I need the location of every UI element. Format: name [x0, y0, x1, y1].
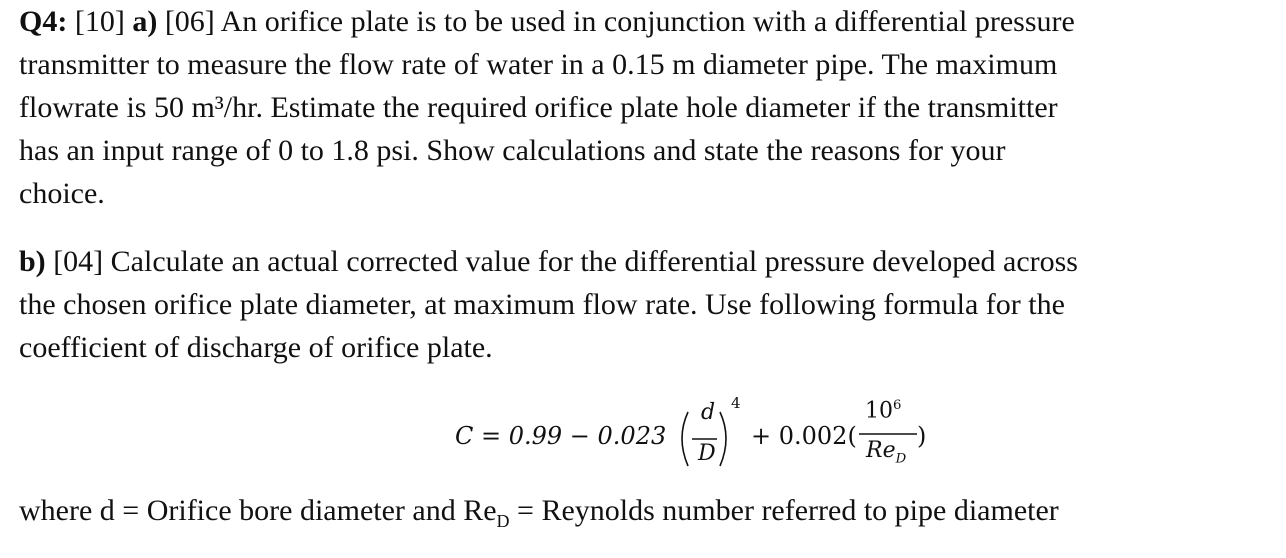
eq-exponent: 4: [731, 394, 741, 412]
part-a-line-3: flowrate is 50 m³/hr. Estimate the required orifice plate hole diameter if the transmitter: [19, 91, 1058, 124]
part-b-line-3: coefficient of discharge of orifice plate.: [19, 331, 493, 364]
eq-fraction-bar: [859, 432, 919, 436]
eq-numerator: $10^6$: [865, 398, 902, 424]
question-part-a: [19, 0, 1274, 215]
question-number: Q4:: [19, 5, 68, 38]
variable-definitions: where d = Orifice bore diameter and $Re_D$ = Reynolds number referred to pipe diameter: [19, 494, 1059, 531]
eq-denominator: $Re_D$: [866, 438, 907, 467]
part-a-line-1: Q4: [10] a) [06] An orifice plate is to be used in conjunction with a differential pressure: [19, 5, 1075, 38]
part-a-line-5: choice.: [19, 177, 105, 210]
eq-d: d: [701, 400, 716, 425]
eq-plus-term: + 0.002(: [751, 422, 857, 450]
part-a-line-2: transmitter to measure the flow rate of water in a 0.15 m diameter pipe. The maximum: [19, 48, 1058, 81]
eq-lhs: C = 0.99 − 0.023: [455, 422, 667, 450]
part-a-label: a): [132, 5, 158, 38]
part-b-label: b): [19, 245, 46, 278]
part-b-line-1: b) [04] Calculate an actual corrected value for the differential pressure developed across: [19, 245, 1078, 278]
part-b-line-2: the chosen orifice plate diameter, at maximum flow rate. Use following formula for the: [19, 288, 1065, 321]
part-a-line-4: has an input range of 0 to 1.8 psi. Show calculations and state the reasons for your: [19, 134, 1006, 167]
eq-close-paren: ): [917, 422, 927, 450]
discharge-coefficient-formula: [455, 392, 975, 472]
eq-D: D: [698, 441, 716, 466]
question-part-b: [19, 240, 1274, 369]
